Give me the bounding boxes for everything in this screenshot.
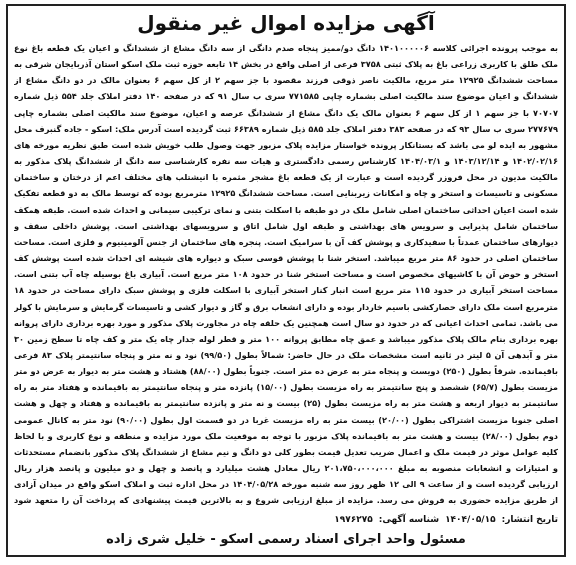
notice-body: به موجب پرونده اجرائی کلاسه ۱۴۰۱۰۰۰۰۰۶ دانگ دو/ممیز پنجاه صدم دانگی از سه دانگ مشاع از ششدانگ و اعیان یک قطعه باغ نوع ملک طلق با کاربری زراعی باغ به پلاک ثبتی ۳۷۵۸ فرعی از اصلی واقع در بخش ۱۴ تابعه حوزه ثبت ملک اسکو استان آذربایجان شرقی به مساحت ششدانگ ۱۲۹۲۵ متر مربع، مالکیت ناصر ذوقی فرزند مقصود با جز سهم ۲ از کل سهم ۶ بعنوان مالک در دو دانگ مشاع از ششدانگ و اعیان موضوع سند مالکیت اصلی بشماره چاپی ۷۷۱۵۸۵ سری ب سال ۹۱ که در صفحه ۱۴۰ دفتر املاک جلد ۵۵۴ ذیل شماره ۷۰۷۰۷ با جز سهم ۱ از کل سهم ۶ بعنوان مالک یک دانگ مشاع از ششدانگ عرصه و اعیان، موضوع سند مالکیت اصلی بشماره چاپی ۲۷۷۶۷۹ سری ب سال ۹۳ که در صفحه ۳۸۳ دفتر املاک جلد ۵۸۵ ذیل شماره ۶۶۳۸۹ ثبت گردیده است آدرس ملک: اسکو - جاده گنبرف محل مشهور به ایده لو می باشد که بستانکار پرونده خواستار مزایده پلاک مزبور جهت وصول طلب خویش شده است طبق نظریه مورخه های ۱۴۰۲/۰۲/۱۶ و ۱۴۰۳/۱۲/۱۴ و ۱۴۰۴/۰۳/۱ کارشناس رسمی دادگستری و هیات سه نفره کارشناسی سه دانگ از ششدانگ پلاک مذکور به مالکیت مدیون در محل فروزر گردیده است و عبارت از یک قطعه باغ مشجر مثمره با انیشتلب های مختلف اعم از درختان و ساختمان مسکونی و تاسیسات و استخر و چاه و امکانات زیربنایی است. مساحت ششدانگ ۱۲۹۲۵ مترمربع بوده که توسط مالک به دو قطعه تفکیک شده است اعیان احداثی ساختمان اصلی شامل ملک در دو طبقه با اسکلت بتنی و نمای ترکیبی سیمانی و احداث شده است. طبقه همکف ساختمان شامل پذیرایی و سرویس های بهداشتی و طبقه اول شامل اتاق و سرویسهای بهداشتی است. پوشش داخلی سقف و دیوارهای ساختمان عمدتاً با سفیدکاری و پوشش کف آن با سرامیک است. پنجره های ساختمان از جنس آلومینیوم و فلزی است. مساحت ساختمان اصلی در حدود ۸۶ متر مربع میباشد. استخر شنا با پوشش قوسی سبک و دیواره های شیشه ای احداث شده است پوشش کف استخر و حوض آن با کاشیهای مخصوص است و مساحت استخر شنا در حدود ۱۰۸ متر مربع است. آبیاری باغ بوسیله چاه آب بتنی است. مساحت استخر آبیاری در حدود ۱۱۵ متر مربع است انبار کنار استخر آبیاری با اسکلت فلزی و پوشش سبک دارای مساحت در حدود ۱۸ مترمربع است ملک دارای حصارکشی باسیم خاردار بوده و دارای انشعاب برق و گاز و دیوار کشی و تاسیسات گرمایش و سرمایش با کولر می باشد. تمامی احداث اعیانی که در حدود دو سال است همچنین یک حلقه چاه در مجاورت پلاک مذکور و مورد بهره برداری دارای پروانه بهره برداری بنام مالک پلاک مذکور میباشد و عمق چاه مطابق پروانه ۱۰۰ متر و قطر لوله جدار چاه یک متر و کف چاه تا سطح زمین ۳۰ متر و آبدهی آن ۵ لیتر در ثانیه است مشخصات ملک در حال حاضر: شمالاً بطول (۹۹/۵۰) نود و نه متر و پنجاه سانتیمتر پلاک ۸۳ فرعی باقیمانده. شرقاً بطول (۲۵۰) دویست و پنجاه متر به عرض ده متر است. جنوباً بطول (۸۸/۰۰) هشتاد و هشت متر به دیوار به عرض دو متر مزیست بطول (۶۵/۷) ششصد و پنج سانتیمتر به راه مزیست بطول (۱۵/۰۰) پانزده متر و پنجاه سانتیمتر به باقیمانده و هفتاد متر به راه سانتیمتر به دیوار اربعه و هشت متر به راه مزیست بطول (۲۵) بیست و نه متر و پانزده سانتیمتر به باقیمانده و هفتاد و چهل و هشت اصلی جنوبا مزیست اشتراکی بطول (۲۰/۰۰) بیست متر به راه مزیست غربا در دو قسمت اول بطول (۹۰/۰۰) نود متر به کانال عمومی دوم بطول (۲۸/۰۰) بیست و هشت متر به باقیمانده پلاک مزبور با توجه به موقعیت ملک مورد مزایده و منطقه و نوع کاربری و با لحاظ کلیه عوامل موثر در قیمت ملک و اعمال ضریب تعدیل قیمت بطور کلی دو دانگ و نیم مشاع از ششدانگ پلاک مذکور بانضمام مستحدثات و امتیازات و انشعابات منصوبه به مبلغ ۲۰۱،۷۵۰،۰۰۰،۰۰۰ ریال معادل هشت میلیارد و پانصد و چهل و دو میلیون و پانصد هزار ریال ارزیابی گردیده است و از ساعت ۹ الی ۱۲ ظهر روز سه شنبه مورخه ۱۴۰۴/۰۵/۲۸ در محل اداره ثبت و املاک اسکو واقع در میدان آزادی از طریق مزایده حضوری به فروش می رسد. مزایده از مبلغ ارزیابی شروع و به بالاترین قیمت پیشنهادی که پرداخت آن را متعهد شود	[14, 43, 558, 506]
publication-date-label: تاریخ انتشار:	[501, 515, 558, 525]
publication-date: ۱۴۰۴/۰۵/۱۵	[445, 515, 496, 525]
signature: مسئول واحد اجرای اسناد رسمی اسکو - خلیل شری زاده	[106, 532, 466, 547]
publication-line	[14, 512, 558, 529]
notice-title: آگهی مزایده اموال غیر منقول	[137, 11, 435, 35]
notice-frame	[6, 4, 566, 557]
notice-id-label: شناسه آگهی:	[378, 515, 440, 525]
notice-id: ۱۹۷۶۲۷۵	[334, 515, 373, 525]
